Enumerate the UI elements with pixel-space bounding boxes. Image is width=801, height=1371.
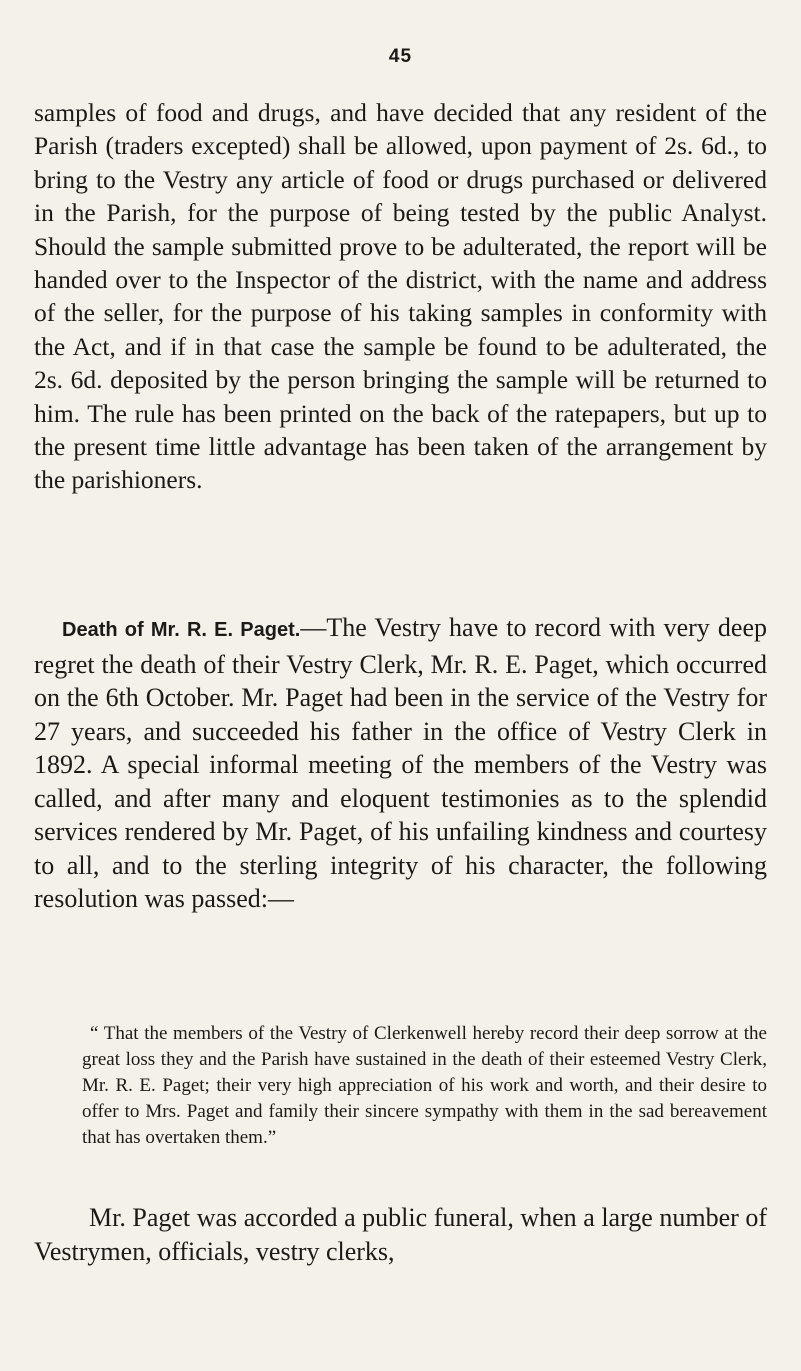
- resolution-quote: “ That the members of the Vestry of Clerkenwell hereby record their deep sorrow at the great loss they and the Parish have sustained in the death of their esteemed Vestry Clerk, Mr. R. E. Paget; their very high appreciation of his work and worth, and their desire to offer to Mrs. Paget and family their sincere sympathy with them in the sad bereavement that has overtaken them.”: [82, 1023, 767, 1148]
- page-number: 45: [388, 46, 413, 67]
- paragraph-food-and-drugs: samples of food and drugs, and have decided that any resident of the Parish (traders excepted) shall be allowed, upon payment of 2s. 6d., to bring to the Vestry any article of food or drugs purchased or delivered in the Parish, for the purpose of being tested by the public Analyst. Should the sample submitted prove to be adulterated, the report will be handed over to the Inspector of the district, with the name and address of the seller, for the purpose of his taking samples in conformity with the Act, and if in that case the sample be found to be adulterated, the 2s. 6d. deposited by the person bringing the sample will be returned to him. The rule has been printed on the back of the ratepapers, but up to the present time little advantage has been taken of the arrangement by the parishioners.: [34, 98, 767, 495]
- paragraph-death-body: —The Vestry have to record with very deep regret the death of their Vestry Clerk, Mr. R. E. Paget, which occurred on the 6th October. Mr. Paget had been in the service of the Vestry for 27 years, and succeeded his father in the office of Vestry Clerk in 1892. A special informal meeting of the members of the Vestry was called, and after many and eloquent testimonies as to the splendid services rendered by Mr. Paget, of his unfailing kindness and courtesy to all, and to the sterling integrity of his character, the following resolution was passed:—: [34, 613, 768, 913]
- section-heading: Death of Mr. R. E. Paget.: [62, 619, 301, 641]
- paragraph-funeral: Mr. Paget was accorded a public funeral, when a large number of Vestrymen, officials, vestry clerks,: [34, 1203, 767, 1266]
- paragraph-death-of-paget: [34, 611, 767, 916]
